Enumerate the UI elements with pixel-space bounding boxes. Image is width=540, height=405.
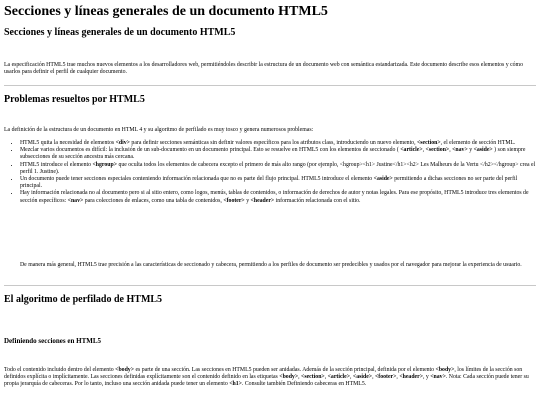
algorithm-paragraph: Todo el contenido incluido dentro del elemento <body> es parte de una sección. Las secciones en HTML5 pueden ser anidadas. Además de la sección principal, definida por el elemento <body>, los límites de la sección son definidos explícita o implícitamente. Las secciones definidas explícitamente son el contenido definido en las etiquetas <body>, <section>, <article>, <aside>, <footer>, <header>, y <nav>. Nota: Cada sección puede tener su propia jerarquía de cabeceras. Por lo tanto, incluso una sección anidada puede tener un elemento <h1>. Consulte también Definiendo cabeceras en HTML5. (4, 367, 529, 388)
algorithm-heading: El algoritmo de perfilado de HTML5 (4, 294, 163, 305)
problems-intro: La definición de la estructura de un documento en HTML 4 y su algoritmo de perfilado es muy tosco y genera numerosos problemas: (4, 127, 314, 133)
list-item: • Un documento puede tener secciones especiales conteniendo información relacionada que no es parte del flujo principal. HTML5 introduce el elemento <aside> permitiendo a dichas secciones no ser parte del perfil principal. (20, 176, 540, 190)
algorithm-subheading: Definiendo secciones en HTML5 (4, 337, 102, 345)
section-divider (4, 85, 536, 86)
problems-conclusion: De manera más general, HTML5 trae precisión a las características de seccionado y cabecera, permitiendo a los perfiles de documento ser predecibles y usados por el navegador para mejorar la experiencia de usuario. (20, 262, 522, 268)
intro-paragraph: La especificación HTML5 trae muchos nuevos elementos a los desarrolladores web, permitiéndoles describir la estructura de un documento web con semántica estandarizada. Este documento describe esos elementos y cómo usarlos para definir el perfil de cualquier documento. (4, 62, 523, 76)
problems-heading: Problemas resueltos por HTML5 (4, 94, 145, 105)
list-item: • HTML5 introduce el elemento <hgroup> que oculta todos los elementos de cabecera excepto el primero de más alto rango (por ejemplo, <hgroup><h1> Justine</h1><h2> Les Malheurs de la Vertu </h2></hgroup> crea el perfil 1. Justine). (20, 162, 540, 176)
section-divider (4, 285, 536, 286)
page-title: Secciones y líneas generales de un documento HTML5 (4, 4, 328, 19)
list-item: • Hay información relacionada no al documento pero si al sitio entero, como logos, menús, tablas de contenidos, o información de derechos de autor y notas legales. Para ese propósito, HTML5 introduce tres elementos de sección específicos: <nav> para colecciones de enlaces, como una tabla de contenidos, <footer> y <header> información relacionada con el sitio. (20, 190, 540, 204)
problems-list (0, 140, 540, 205)
document-subtitle: Secciones y líneas generales de un documento HTML5 (4, 27, 236, 38)
list-item: • HTML5 quita la necesidad de elementos <div> para definir secciones semánticas sin definir valores específicos para los atributos class, introduciendo un nuevo elemento, <section>, el elemento de sección HTML. (20, 140, 540, 147)
list-item: • Mezclar varios documentos es difícil: la inclusión de un sub-documento en un documento principal. Esto se resuelve en HTML5 con los elementos de seccionado ( <article>, <section>, <nav> y <aside> ) son siempre subsecciones de su sección ancestra más cercana. (20, 147, 540, 161)
